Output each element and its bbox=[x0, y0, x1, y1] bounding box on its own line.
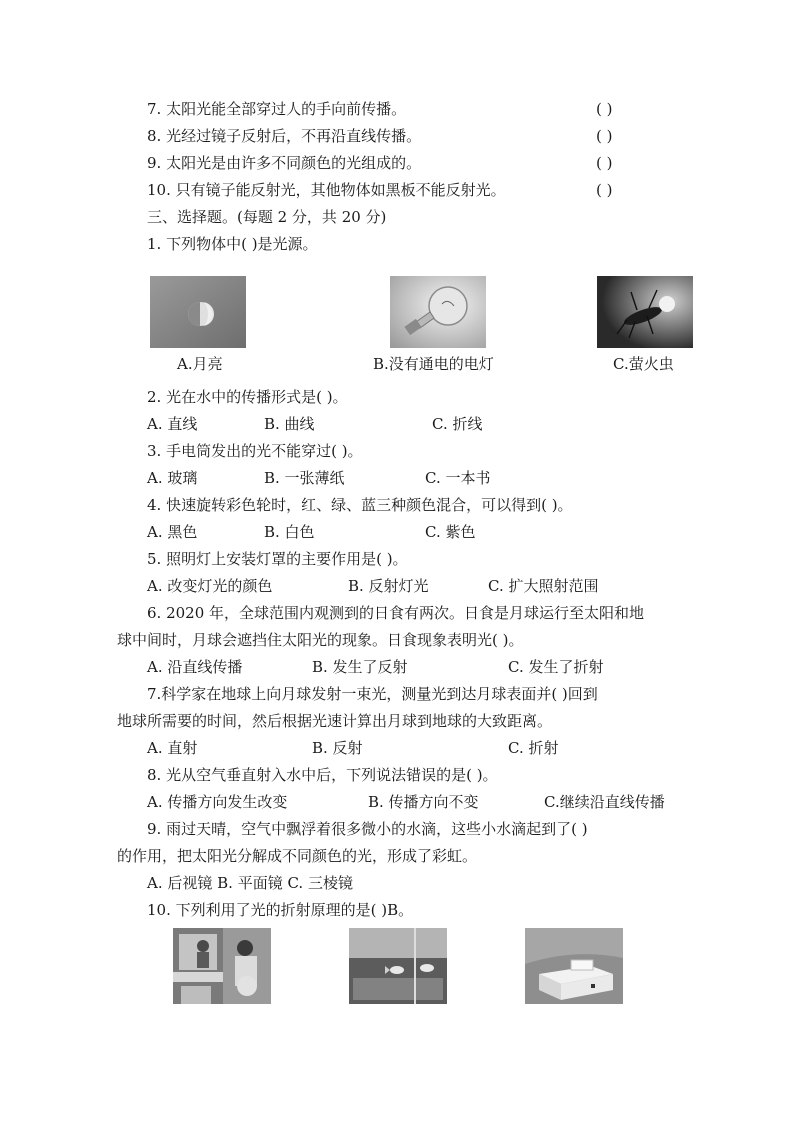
firefly-photo bbox=[597, 276, 693, 348]
choice-q1-stem: 1. 下列物体中( )是光源。 bbox=[147, 235, 318, 253]
q7-option-c[interactable]: C. 折射 bbox=[508, 739, 559, 757]
q3-option-b[interactable]: B. 一张薄纸 bbox=[264, 469, 345, 487]
choice-q3-stem: 3. 手电筒发出的光不能穿过( )。 bbox=[147, 442, 363, 460]
q8-option-b[interactable]: B. 传播方向不变 bbox=[368, 793, 479, 811]
judge-q8: 8. 光经过镜子反射后，不再沿直线传播。 bbox=[147, 127, 422, 145]
choice-q9-stem-line1: 9. 雨过天晴，空气中飘浮着很多微小的水滴，这些小水滴起到了( ) bbox=[147, 820, 588, 838]
choice-q7-stem-line1: 7.科学家在地球上向月球发射一束光，测量光到达月球表面并( )回到 bbox=[147, 685, 598, 703]
judge-q7: 7. 太阳光能全部穿过人的手向前传播。 bbox=[147, 100, 407, 118]
choice-q5-stem: 5. 照明灯上安装灯罩的主要作用是( )。 bbox=[147, 550, 408, 568]
q4-option-c[interactable]: C. 紫色 bbox=[425, 523, 476, 541]
choice-q2-stem: 2. 光在水中的传播形式是( )。 bbox=[147, 388, 348, 406]
judge-q8-answer-paren[interactable]: ( ) bbox=[596, 127, 613, 145]
q9-options[interactable]: A. 后视镜 B. 平面镜 C. 三棱镜 bbox=[147, 874, 353, 892]
judge-q10: 10. 只有镜子能反射光，其他物体如黑板不能反射光。 bbox=[147, 181, 506, 199]
q2-option-a[interactable]: A. 直线 bbox=[147, 415, 198, 433]
q2-option-b[interactable]: B. 曲线 bbox=[264, 415, 315, 433]
q1-caption-a: A.月亮 bbox=[177, 355, 223, 373]
choice-q7-stem-line2: 地球所需要的时间，然后根据光速计算出月球到地球的大致距离。 bbox=[117, 712, 553, 730]
lightbulb-photo bbox=[390, 276, 486, 348]
q7-option-b[interactable]: B. 反射 bbox=[312, 739, 363, 757]
section-title-choice: 三、选择题。(每题 2 分，共 20 分) bbox=[147, 208, 387, 226]
choice-q6-stem-line2: 球中间时，月球会遮挡住太阳光的现象。日食现象表明光( )。 bbox=[117, 631, 524, 649]
judge-q9-answer-paren[interactable]: ( ) bbox=[596, 154, 613, 172]
q3-option-a[interactable]: A. 玻璃 bbox=[147, 469, 198, 487]
judge-q10-answer-paren[interactable]: ( ) bbox=[596, 181, 613, 199]
choice-q4-stem: 4. 快速旋转彩色轮时，红、绿、蓝三种颜色混合，可以得到( )。 bbox=[147, 496, 573, 514]
judge-q7-answer-paren[interactable]: ( ) bbox=[596, 100, 613, 118]
mirror-room-photo bbox=[173, 928, 271, 1004]
q6-option-b[interactable]: B. 发生了反射 bbox=[312, 658, 408, 676]
q2-option-c[interactable]: C. 折线 bbox=[432, 415, 483, 433]
q8-option-c[interactable]: C.继续沿直线传播 bbox=[544, 793, 665, 811]
q5-option-c[interactable]: C. 扩大照射范围 bbox=[488, 577, 599, 595]
q6-option-c[interactable]: C. 发生了折射 bbox=[508, 658, 604, 676]
q1-caption-c: C.萤火虫 bbox=[613, 355, 674, 373]
q5-option-b[interactable]: B. 反射灯光 bbox=[348, 577, 429, 595]
fish-tank-photo bbox=[349, 928, 447, 1004]
q5-option-a[interactable]: A. 改变灯光的颜色 bbox=[147, 577, 273, 595]
q8-option-a[interactable]: A. 传播方向发生改变 bbox=[147, 793, 288, 811]
q4-option-b[interactable]: B. 白色 bbox=[264, 523, 315, 541]
choice-q6-stem-line1: 6. 2020 年，全球范围内观测到的日食有两次。日食是月球运行至太阳和地 bbox=[147, 604, 645, 622]
q3-option-c[interactable]: C. 一本书 bbox=[425, 469, 491, 487]
choice-q9-stem-line2: 的作用，把太阳光分解成不同颜色的光，形成了彩虹。 bbox=[117, 847, 478, 865]
choice-q8-stem: 8. 光从空气垂直射入水中后，下列说法错误的是( )。 bbox=[147, 766, 498, 784]
choice-q10-stem: 10. 下列利用了光的折射原理的是( )B。 bbox=[147, 901, 414, 919]
moon-photo bbox=[150, 276, 246, 348]
box-device-photo bbox=[525, 928, 623, 1004]
q1-caption-b: B.没有通电的电灯 bbox=[373, 355, 494, 373]
q6-option-a[interactable]: A. 沿直线传播 bbox=[147, 658, 243, 676]
q4-option-a[interactable]: A. 黑色 bbox=[147, 523, 198, 541]
q7-option-a[interactable]: A. 直射 bbox=[147, 739, 198, 757]
judge-q9: 9. 太阳光是由许多不同颜色的光组成的。 bbox=[147, 154, 422, 172]
